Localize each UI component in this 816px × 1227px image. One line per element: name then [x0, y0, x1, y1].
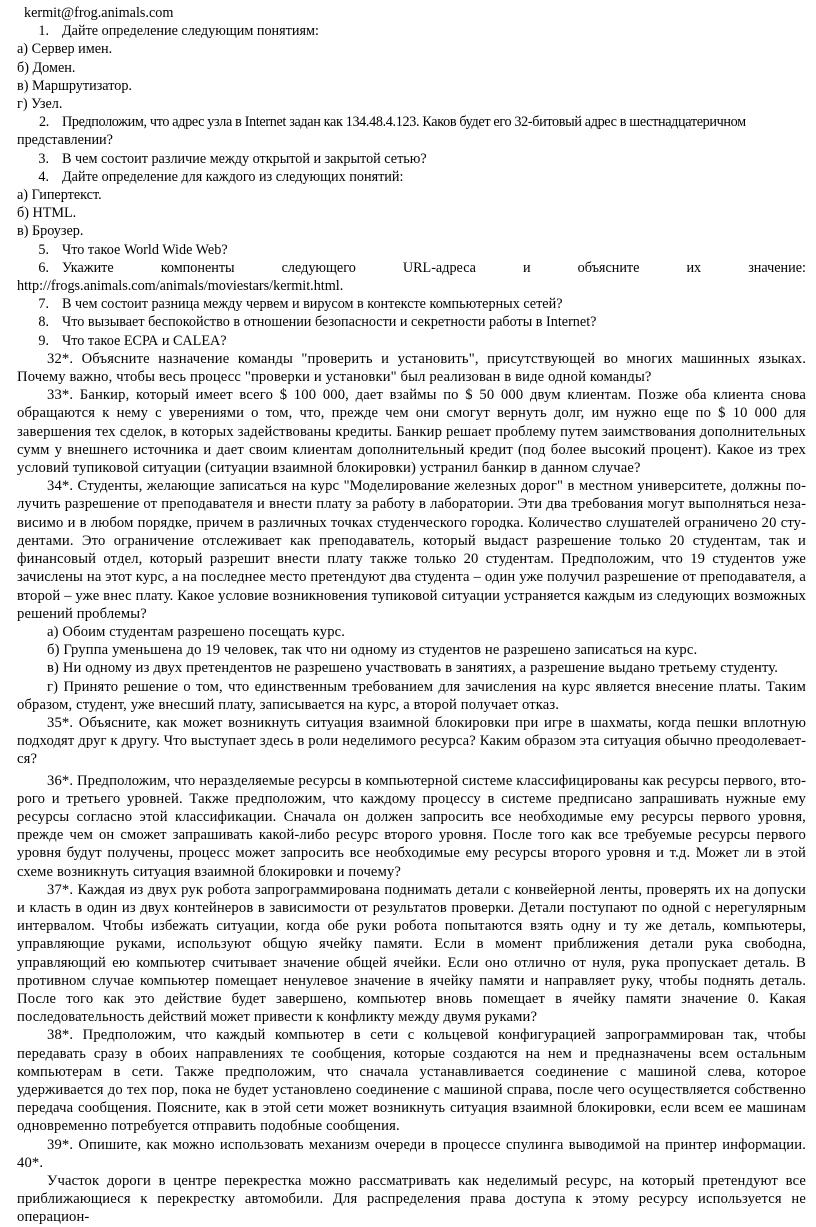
question-text: Что такое ЕСРА и CALEA?	[62, 332, 227, 349]
question-3	[17, 150, 806, 168]
exercise-35: 35*. Объясните, как может возникнуть ситуация взаимной блокировки при игре в шахматы, когда пешки вплотную подходят друг к другу. Что выступает здесь в роли неделимого ресурса? Каким образом эта ситуация обычно преодолевается?	[17, 714, 806, 768]
question-9	[17, 332, 806, 350]
exercise-34-option-c: в) Ни одному из двух претендентов не разрешено участвовать в занятиях, а разрешение выдано третьему студенту.	[47, 660, 779, 677]
question-word: следующего	[281, 259, 356, 276]
exercise-40: Участок дороги в центре перекрестка можно рассматривать как неделимый ресурс, на который претендуют все приближающиеся к перекрестку автомобили. Для распределения права доступа к этому ресурсу используется не операцион-	[17, 1173, 806, 1226]
exercise-38: 38*. Предположим, что каждый компьютер в сети с кольцевой конфигурацией запрограммирован так, чтобы передавать сразу в обоих направлениях те сообщения, которые создаются на нем и предназначены всем остальным компьютерам в сети. Также предположим, что сначала устанавливается соединение с машиной слева, которое удерживается до тех пор, пока не будет установлено соединение с машиной справа, после чего осуществляется собственно передача сообщения. Поясните, как в этой сети может возникнуть ситуация взаимной блокировки, если всем ее машинам одновременно потребуется отправить подобные сообщения.	[17, 1027, 806, 1135]
exercise-37: 37*. Каждая из двух рук робота запрограммирована поднимать детали с конвейерной ленты, проверять их на допуски и класть в один из двух контейнеров в зависимости от результатов проверки. Детали поступают по одной с нерегулярным интервалом. Чтобы избежать ситуации, когда обе руки робота попытаются взять одну и ту же деталь, компьютеры, управляющие руками, используют общую ячейку памяти. Если в момент приближения детали рука свободна, управляющий ею компьютер считывает значение общей ячейки. Если оно отлично от нуля, рука пропускает деталь. В противном случае компьютер помещает ненулевое значение в ячейку памяти и направляет руку, чтобы поднять деталь. После того как это действие будет завершено, компьютер вновь помещает в ячейку памяти значение 0. Какая последовательность действий может привести к конфликту между двумя руками?	[17, 881, 806, 1026]
question-4	[17, 168, 806, 186]
question-number: 9.	[38, 332, 49, 349]
exercise-34-option-b: б) Группа уменьшена до 19 человек, так что ни одному из студентов не разрешено записаться на курс.	[47, 642, 698, 659]
question-2	[17, 113, 806, 131]
question-text: В чем состоит разница между червем и вирусом в контексте компьютерных сетей?	[62, 296, 563, 313]
exercise-32: 32*. Объясните назначение команды "проверить и установить", присутствующей во многих машинных языках. Почему важно, чтобы весь процесс "проверки и установки" был реализован в виде одной команды?	[17, 350, 806, 386]
list-item: г) Узел.	[17, 96, 63, 113]
question-word: Укажите	[62, 259, 114, 276]
question-text: Предположим, что адрес узла в Internet задан как 134.48.4.123. Каков будет его 32-битовый адрес в шестнадцатеричном	[62, 114, 746, 131]
list-item: в) Броузер.	[17, 223, 84, 240]
question-text: Дайте определение для каждого из следующих понятий:	[62, 168, 404, 185]
question-number: 4.	[38, 168, 49, 185]
list-item: б) HTML.	[17, 205, 77, 222]
question-text: Дайте определение следующим понятиям:	[62, 23, 319, 40]
exercise-36: 36*. Предположим, что неразделяемые ресурсы в компьютерной системе классифицированы как ресурсы первого, второго и третьего уровней. Также предположим, что каждому процессу в системе предписано запрашивать нужные ему ресурсы согласно этой классификации. Сначала он должен запросить все необходимые ему ресурсы первого уровня, прежде чем он сможет запрашивать какой-либо ресурс второго уровня. После того как все требуемые ресурсы первого уровня будут получены, процесс может запросить все необходимые ему ресурсы второго уровня и т.д. Может ли в этой схеме возникнуть ситуация взаимной блокировки и почему?	[17, 772, 806, 880]
question-number: 3.	[38, 150, 49, 167]
question-word: компоненты	[160, 259, 235, 276]
question-number: 6.	[38, 259, 49, 276]
question-2-continuation: представлении?	[17, 132, 113, 149]
question-number: 8.	[38, 314, 49, 331]
question-text: В чем состоит различие между открытой и закрытой сетью?	[62, 150, 427, 167]
question-word: их	[686, 259, 702, 276]
list-item: в) Маршрутизатор.	[17, 77, 132, 94]
exercise-39: 39*. Опишите, как можно использовать механизм очереди в процессе спулинга выводимой на принтер информации. 40*.	[17, 1136, 806, 1171]
question-6	[17, 259, 806, 277]
list-item: а) Гипертекст.	[17, 187, 102, 204]
question-number: 5.	[38, 241, 49, 258]
list-item: б) Домен.	[17, 59, 76, 76]
exercise-34: 34*. Студенты, желающие записаться на курс "Моделирование железных дорог" в местном университете, должны получить разрешение от преподавателя и внести плату за работу в лаборатории. Эти два требования могут выполняться независимо и в любом порядке, причем в различных точках студенческого городка. Количество слушателей ограничено 20 студентами. Это ограничение отслеживает как преподаватель, который выдаст разрешение только 20 студентам, так и финансовый отдел, который разрешит внести плату также только 20 студентам. Предположим, что 19 студентов уже зачислены на этот курс, а на последнее место претендуют два студента – один уже получил разрешение от преподавателя, а второй – уже внес плату. Какое условие возникновения тупиковой ситуации устраняется каждым из следующих возможных решений проблемы?	[17, 478, 806, 622]
exercise-33: 33*. Банкир, который имеет всего $ 100 000, дает взаймы по $ 50 000 двум клиентам. Позже оба клиента снова обращаются к нему с уверениями о том, что, прежде чем они смогут вернуть долг, им нужно еще по $ 10 000 для завершения тех сделок, в которых задействованы кредиты. Банкир решает проблему путем заимствования дополнительных сумм у внешнего источника и дает своим клиентам дополнительный кредит (под более высокий процент). Какое из трех условий тупиковой ситуации (ситуации взаимной блокировки) устранил банкир в данном случае?	[17, 387, 806, 477]
question-text: Что вызывает беспокойство в отношении безопасности и секретности работы в Internet?	[62, 314, 597, 331]
question-5	[17, 241, 806, 259]
question-number: 2.	[39, 114, 49, 131]
question-number: 1.	[38, 23, 49, 40]
exercise-34-option-d: г) Принято решение о том, что единственным требованием для зачисления на курс является внесение платы. Таким образом, студент, уже внесший плату, записывается на курс, а второй получает отказ.	[17, 678, 806, 713]
list-item: а) Сервер имен.	[17, 41, 113, 58]
question-6-url: http://frogs.animals.com/animals/moviestars/kermit.html.	[17, 278, 344, 295]
question-word: URL-адреса	[402, 259, 476, 276]
question-8	[17, 313, 806, 331]
question-text: Что такое World Wide Web?	[62, 241, 228, 258]
question-word: и	[523, 259, 531, 276]
question-word: значение:	[748, 259, 806, 276]
question-7	[17, 295, 806, 313]
email-header: kermit@frog.animals.com	[24, 5, 174, 21]
question-number: 7.	[38, 296, 49, 313]
exercise-34-option-a: а) Обоим студентам разрешено посещать курс.	[47, 623, 346, 640]
question-word: объясните	[577, 259, 640, 276]
question-1	[17, 22, 806, 40]
